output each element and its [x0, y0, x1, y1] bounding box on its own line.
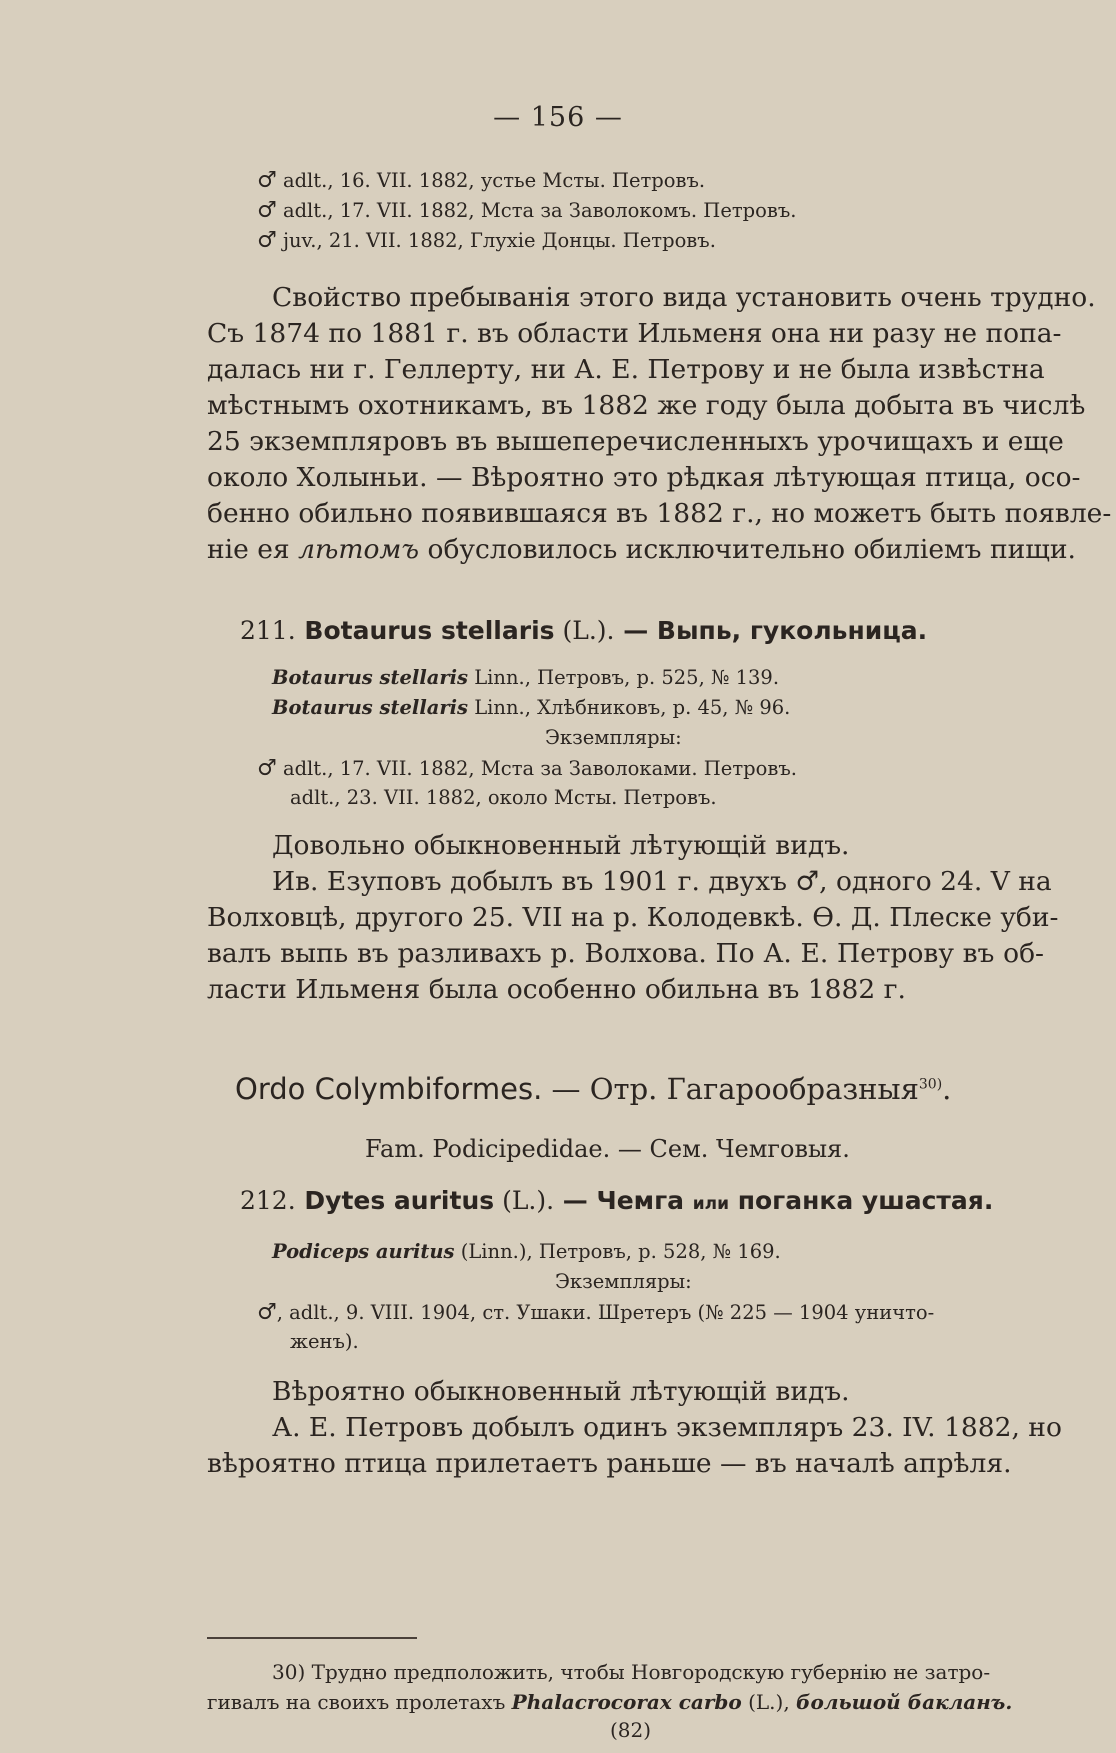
- specimen-line: ♂ adlt., 17. VII. 1882, Мста за Заволоками. Петровъ.: [257, 756, 797, 781]
- reference-line: Podiceps auritus (Linn.), Петровъ, р. 528, № 169.: [272, 1240, 781, 1263]
- paragraph-line: валъ выпь въ разливахъ р. Волхова. По А. Е. Петрову въ об-: [207, 938, 1044, 969]
- paragraph-line: 25 экземпляровъ въ вышеперечисленныхъ урочищахъ и еще: [207, 426, 1064, 457]
- paragraph-line: Свойство пребыванія этого вида установить очень трудно.: [272, 282, 1096, 313]
- footnote-line: гивалъ на своихъ пролетахъ Phalacrocorax carbo (L.), большой бакланъ.: [207, 1690, 1013, 1714]
- specimen-line: ♂ adlt., 16. VII. 1882, устье Мсты. Петровъ.: [257, 168, 706, 193]
- paragraph-line: мѣстнымъ охотникамъ, въ 1882 же году была добыта въ числѣ: [207, 390, 1086, 421]
- reference-line: Botaurus stellaris Linn., Петровъ, р. 525, № 139.: [272, 666, 780, 689]
- paragraph-line: А. Е. Петровъ добылъ одинъ экземпляръ 23. IV. 1882, но: [272, 1412, 1062, 1443]
- paragraph-line: ласти Ильменя была особенно обильна въ 1882 г.: [207, 974, 906, 1005]
- paragraph-line: Ив. Езуповъ добылъ въ 1901 г. двухъ ♂, одного 24. V на: [272, 866, 1052, 897]
- male-symbol-icon: ♂: [257, 228, 277, 253]
- reference-line: Botaurus stellaris Linn., Хлѣбниковъ, р. 45, № 96.: [272, 696, 791, 719]
- family-heading: Fam. Podicipedidae. — Сем. Чемговыя.: [365, 1135, 850, 1163]
- order-heading: Ordo Colymbiformes. — Отр. Гагарообразныя$^{30)}$.: [235, 1072, 952, 1106]
- paragraph-line: далась ни г. Геллерту, ни А. Е. Петрову и не была извѣстна: [207, 354, 1045, 385]
- paragraph-line: Волховцѣ, другого 25. VII на р. Колодевкѣ. Ѳ. Д. Плеске уби-: [207, 902, 1059, 933]
- paragraph-line: около Холыньи. — Вѣроятно это рѣдкая лѣтующая птица, осо-: [207, 462, 1081, 493]
- page-number-header: — 156 —: [493, 102, 623, 133]
- male-symbol-icon: ♂: [257, 168, 277, 193]
- page-reference: (82): [610, 1718, 652, 1742]
- specimens-label: Экземпляры:: [555, 1270, 692, 1293]
- footnote-divider: [207, 1637, 417, 1639]
- specimen-line: ♂ adlt., 17. VII. 1882, Мста за Заволокомъ. Петровъ.: [257, 198, 797, 223]
- species-heading-211: 211. Botaurus stellaris (L.). — Выпь, гукольница.: [240, 616, 928, 645]
- species-heading-212: 212. Dytes auritus (L.). — Чемга или поганка ушастая.: [240, 1186, 994, 1215]
- male-symbol-icon: ♂: [257, 1300, 277, 1325]
- paragraph-line: вѣроятно птица прилетаетъ раньше — въ началѣ апрѣля.: [207, 1448, 1012, 1479]
- footnote-line: 30) Трудно предположить, чтобы Новгородскую губернію не затро-: [272, 1660, 991, 1684]
- male-symbol-icon: ♂: [257, 756, 277, 781]
- specimens-label: Экземпляры:: [545, 726, 682, 749]
- specimen-line: ♂, adlt., 9. VIII. 1904, ст. Ушаки. Шретеръ (№ 225 — 1904 уничто-: [257, 1300, 935, 1325]
- specimen-line: ♂ juv., 21. VII. 1882, Глухіе Донцы. Петровъ.: [257, 228, 716, 253]
- paragraph-line: Довольно обыкновенный лѣтующій видъ.: [272, 830, 850, 861]
- paragraph-line: бенно обильно появившаяся въ 1882 г., но можетъ быть появле-: [207, 498, 1112, 529]
- paragraph-line: Вѣроятно обыкновенный лѣтующій видъ.: [272, 1376, 850, 1407]
- paragraph-line: ніе ея лѣтомъ обусловилось исключительно обиліемъ пищи.: [207, 534, 1076, 565]
- specimen-line: женъ).: [290, 1330, 359, 1353]
- male-symbol-icon: ♂: [257, 198, 277, 223]
- specimen-line: adlt., 23. VII. 1882, около Мсты. Петровъ.: [290, 786, 717, 809]
- paragraph-line: Съ 1874 по 1881 г. въ области Ильменя она ни разу не попа-: [207, 318, 1062, 349]
